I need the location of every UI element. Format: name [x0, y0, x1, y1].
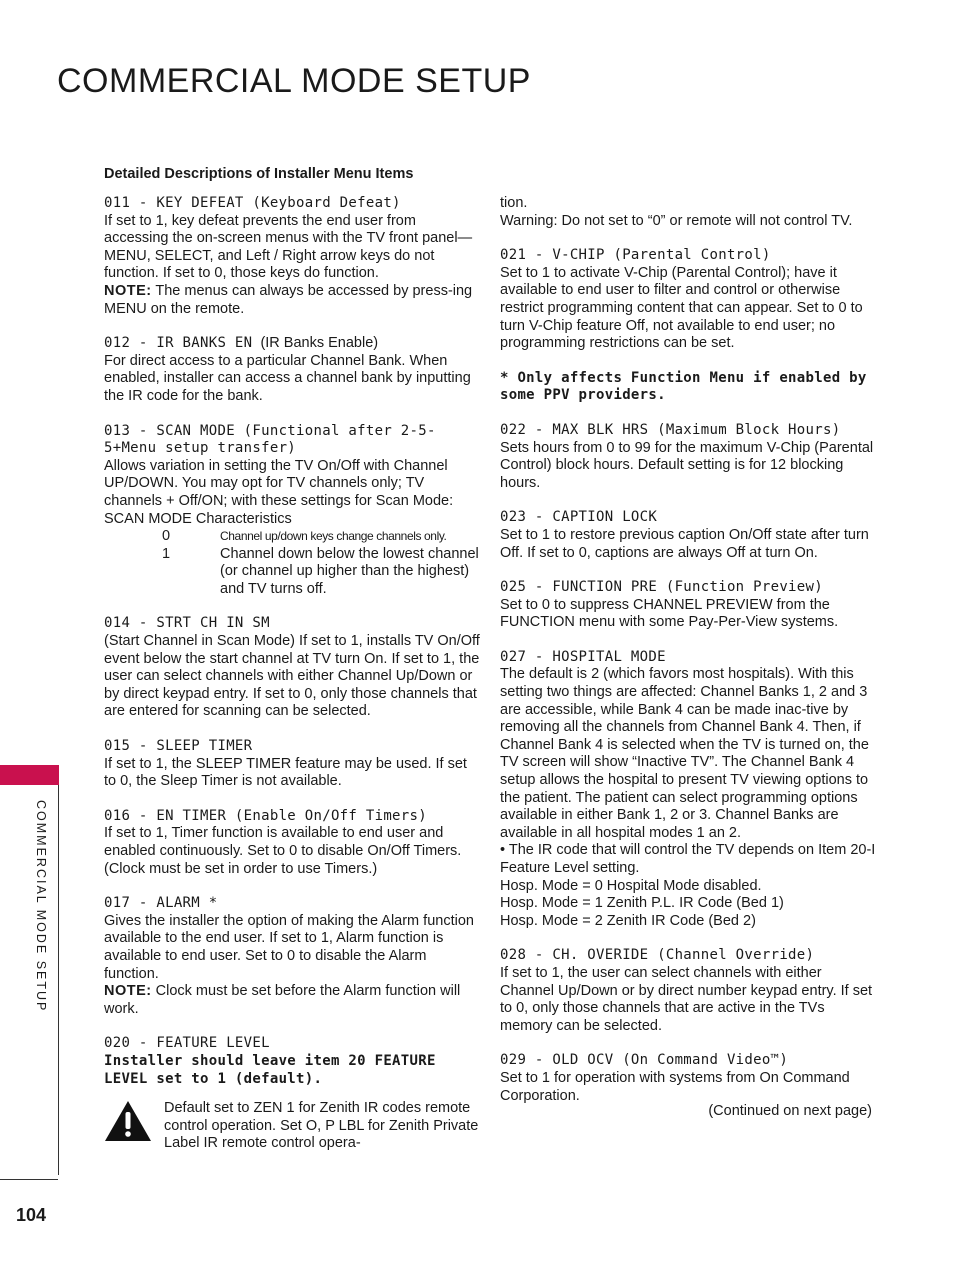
item-011 [104, 195, 482, 318]
item-013-body: Allows variation in setting the TV On/Off with Channel UP/DOWN. You may opt for TV channels only; TV channels + Off/ON; with these settings for Scan Mode: SCAN MODE Characteristics [104, 457, 454, 527]
item-029-body: Set to 1 for operation with systems from On Command Corporation. [500, 1069, 850, 1104]
table-row [162, 528, 482, 546]
item-022-heading: 022 - MAX BLK HRS (Maximum Block Hours) [500, 421, 841, 438]
item-029-heading: 029 - OLD OCV (On Command Video™) [500, 1052, 789, 1069]
item-012 [104, 335, 482, 405]
item-028-heading: 028 - CH. OVERIDE (Channel Override) [500, 947, 815, 964]
item-025 [500, 579, 878, 632]
note-text: The menus can always be accessed by press-ing MENU on the remote. [104, 282, 473, 317]
note-label: NOTE: [104, 282, 152, 299]
table-row [162, 546, 482, 599]
item-020-continued [500, 195, 878, 230]
page-number: 104 [16, 1205, 47, 1225]
item-017-body: Gives the installer the option of making the Alarm function available to the end user. If set to 1, Alarm function is available to end user. Set to 0 to disable the Alarm function. [104, 912, 474, 982]
page-title: COMMERCIAL MODE SETUP [57, 62, 531, 100]
item-020-instruction: Installer should leave item 20 FEATURE LEVEL set to 1 (default). [104, 1052, 436, 1087]
item-011-heading: 011 - KEY DEFEAT (Keyboard Defeat) [104, 195, 401, 211]
item-023 [500, 509, 878, 562]
item-012-body: For direct access to a particular Channel Bank. When enabled, installer can access a channel bank by inputting the IR code for the bank. [104, 352, 471, 404]
item-021 [500, 247, 878, 353]
item-016 [104, 808, 482, 878]
item-012-heading-line [104, 335, 482, 353]
item-016-body: If set to 1, Timer function is available to end user and enabled continuously. Set to 0 to disable On/Off Timers. (Clock must be set in order to use Timers.) [104, 825, 462, 877]
item-014-body: (Start Channel in Scan Mode) If set to 1, installs TV On/Off event below the start channel at TV turn On. If set to 1, the user can select channels with either Channel Up/Down or by direct keypad entry. If set to 0, only those channels that are entered for scanning can be selected. [104, 633, 480, 720]
warning-note: Warning: Do not set to “0” or remote will not control TV. [500, 212, 853, 229]
item-014-heading: 014 - STRT CH IN SM [104, 615, 270, 632]
item-027 [500, 649, 878, 931]
item-013 [104, 423, 482, 599]
note-label: NOTE: [104, 983, 152, 1000]
right-column [500, 195, 878, 1121]
page-number-rule [0, 1179, 58, 1180]
item-020-heading: 020 - FEATURE LEVEL [104, 1035, 270, 1052]
item-023-body: Set to 1 to restore previous caption On/Off state after turn Off. If set to 0, captions are always Off at turn On. [500, 526, 869, 561]
continued-text: tion. [500, 195, 528, 211]
item-023-heading: 023 - CAPTION LOCK [500, 509, 658, 526]
sidebar-label: COMMERCIAL MODE SETUP [34, 800, 48, 1013]
warning-icon [104, 1100, 152, 1142]
item-017 [104, 895, 482, 1018]
sidebar-accent-bar [0, 765, 59, 785]
item-027-heading: 027 - HOSPITAL MODE [500, 648, 666, 665]
item-017-heading: 017 - ALARM * [104, 895, 218, 912]
item-015 [104, 738, 482, 791]
item-020 [104, 1035, 482, 1153]
item-028 [500, 947, 878, 1035]
scan-mode-description: Channel up/down keys change channels only. [220, 529, 447, 544]
item-021-heading: 021 - V-CHIP (Parental Control) [500, 247, 771, 264]
item-013-heading: 013 - SCAN MODE (Functional after 2-5-5+Menu setup transfer) [104, 422, 436, 457]
warning-box [104, 1100, 482, 1153]
item-022-body: Sets hours from 0 to 99 for the maximum V-Chip (Parental Control) block hours. Default setting is for 12 blocking hours. [500, 439, 874, 491]
scan-mode-number: 0 [162, 528, 171, 545]
item-011-note [104, 283, 482, 318]
item-021-body: Set to 1 to activate V-Chip (Parental Control); have it available to end user to filter and control or otherwise restrict programming content that can appear. Set to 0 to turn V-Chip feature Off, not available to end user; no programming restrictions can be set. [500, 264, 863, 352]
item-028-body: If set to 1, the user can select channels with either Channel Up/Down or by direct number keypad entry. If set to 0, only those channels that are active in the TVs memory can be selected. [500, 964, 873, 1034]
item-016-heading: 016 - EN TIMER (Enable On/Off Timers) [104, 807, 427, 824]
item-015-body: If set to 1, the SLEEP TIMER feature may be used. If set to 0, the Sleep Timer is not available. [104, 755, 467, 790]
item-012-heading: 012 - IR BANKS EN [104, 335, 253, 352]
hospital-mode-line: Hosp. Mode = 2 Zenith IR Code (Bed 2) [500, 912, 756, 929]
hospital-mode-line: Hosp. Mode = 0 Hospital Mode disabled. [500, 877, 762, 894]
ppv-note: * Only affects Function Menu if enabled by some PPV providers. [500, 369, 867, 404]
section-subtitle: Detailed Descriptions of Installer Menu Items [104, 166, 414, 182]
item-012-heading-suffix: (IR Banks Enable) [252, 335, 379, 352]
item-027-body: The default is 2 (which favors most hospitals). With this setting two things are affected: Channel Banks 1, 2 and 3 are accessible, while Bank 4 can be made inac-tive by removing all the channels from Channel Bank 4. Then, if Channel Bank 4 is selected when the TV is turned on, the TV screen will show “Inactive TV”. The Channel Bank 4 setup allows the hospital to present TV viewing options to the patient. The patient can select programming options available in either Bank 1, 2 or 3. Channel Banks are available in all hospital modes 1 an 2. [500, 666, 869, 841]
item-014 [104, 615, 482, 721]
item-017-note [104, 983, 482, 1018]
item-025-body: Set to 0 to suppress CHANNEL PREVIEW from the FUNCTION menu with some Pay-Per-View systems. [500, 596, 839, 631]
left-column [104, 195, 482, 1153]
item-027-bullet: • The IR code that will control the TV depends on Item 20-I Feature Level setting. [500, 842, 876, 876]
continued-note: (Continued on next page) [708, 1103, 872, 1120]
note-text: Clock must be set before the Alarm function will work. [104, 983, 461, 1017]
item-022 [500, 422, 878, 492]
item-025-heading: 025 - FUNCTION PRE (Function Preview) [500, 579, 823, 596]
scan-mode-number: 1 [162, 545, 171, 562]
scan-mode-table [162, 528, 482, 598]
item-011-body: If set to 1, key defeat prevents the end user from accessing the on-screen menus with the TV front panel—MENU, SELECT, and Left / Right arrow keys do not function. If set to 0, those keys do function. [104, 212, 473, 282]
warning-text: Default set to ZEN 1 for Zenith IR codes remote control operation. Set O, P LBL for Zenith Private Label IR remote control opera- [164, 1100, 479, 1152]
item-015-heading: 015 - SLEEP TIMER [104, 738, 253, 755]
scan-mode-description: Channel down below the lowest channel (or channel up higher than the highest) and TV turns off. [220, 545, 479, 597]
hospital-mode-line: Hosp. Mode = 1 Zenith P.L. IR Code (Bed 1) [500, 895, 784, 912]
item-029 [500, 1052, 878, 1120]
sidebar-divider [58, 785, 59, 1175]
